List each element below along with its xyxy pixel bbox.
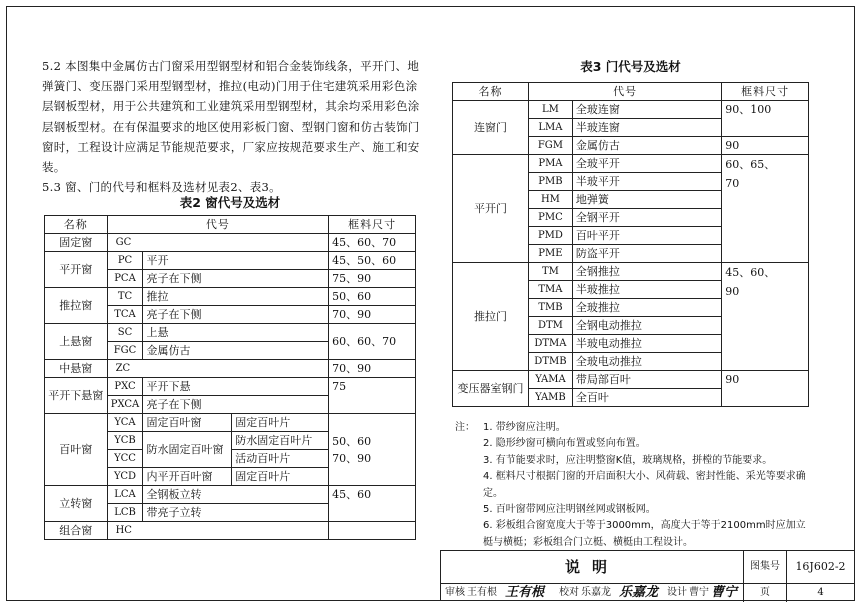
size-line: 50、60 xyxy=(332,434,372,448)
header-name: 名称 xyxy=(453,83,529,101)
designer-signature: 曹宁 xyxy=(711,585,738,600)
table3-caption: 表3 门代号及选材 xyxy=(580,59,681,74)
cell-desc: 地弹簧 xyxy=(572,191,721,209)
cell-size: 75、90 xyxy=(329,270,416,288)
table-row xyxy=(45,234,416,252)
cell-desc: 全玻电动推拉 xyxy=(572,353,721,371)
cell-sub: 固定百叶片 xyxy=(232,468,329,486)
cell-desc: 全玻平开 xyxy=(572,155,721,173)
cell-size xyxy=(722,155,809,263)
cell-code: PCA xyxy=(107,270,143,288)
cell-name: 平开下悬窗 xyxy=(45,378,108,414)
cell-desc: 全百叶 xyxy=(572,389,721,407)
cell-code: PMB xyxy=(528,173,572,191)
cell-code: TM xyxy=(528,263,572,281)
cell-desc: 全玻连窗 xyxy=(572,101,721,119)
title-block xyxy=(440,550,855,601)
cell-code: ZC xyxy=(107,360,329,378)
cell-code: GC xyxy=(107,234,329,252)
cell-desc: 半玻连窗 xyxy=(572,119,721,137)
cell-desc: 金属仿古 xyxy=(572,137,721,155)
cell-size: 45、60 xyxy=(329,486,416,522)
table-row xyxy=(45,324,416,342)
cell-code: PMD xyxy=(528,227,572,245)
atlas-number: 16J602-2 xyxy=(795,560,846,573)
cell-desc: 半玻电动推拉 xyxy=(572,335,721,353)
note-item: 6. 彩板组合窗宽度大于等于3000mm，高度大于等于2100mm时应加立梃与横梃；彩板组合门立梃、横梃由工程设计。 xyxy=(483,520,806,548)
cell-desc: 全玻推拉 xyxy=(572,299,721,317)
notes-label: 注： xyxy=(455,422,475,433)
table2-caption: 表2 窗代号及选材 xyxy=(179,195,281,210)
table-row xyxy=(45,414,416,432)
cell-code: TCA xyxy=(107,306,143,324)
cell-desc: 内平开百叶窗 xyxy=(143,468,232,486)
cell-code: YAMA xyxy=(528,371,572,389)
cell-desc: 防水固定百叶窗 xyxy=(143,432,232,468)
page-number: 4 xyxy=(817,587,824,598)
note-item: 4. 框料尺寸根据门窗的开启面积大小、风荷载、密封性能、采光等要求确定。 xyxy=(483,471,806,499)
window-code-table xyxy=(44,215,416,540)
cell-desc: 全钢电动推拉 xyxy=(572,317,721,335)
cell-code: YCA xyxy=(107,414,143,432)
atlas-label: 图集号 xyxy=(750,561,780,572)
cell-code: PME xyxy=(528,245,572,263)
note-item: 1. 带纱窗应注明。 xyxy=(483,422,566,433)
cell-code: TMB xyxy=(528,299,572,317)
cell-desc: 推拉 xyxy=(143,288,329,306)
header-size: 框料尺寸 xyxy=(722,83,809,101)
cell-name: 百叶窗 xyxy=(45,414,108,486)
cell-desc: 亮子在下侧 xyxy=(143,396,329,414)
review-label: 审核 xyxy=(445,587,465,598)
cell-code: PC xyxy=(107,252,143,270)
cell-code: LCA xyxy=(107,486,143,504)
cell-code: YCD xyxy=(107,468,143,486)
cell-code: PXC xyxy=(107,378,143,396)
cell-code: YCB xyxy=(107,432,143,450)
door-code-table xyxy=(452,82,809,407)
cell-name: 上悬窗 xyxy=(45,324,108,360)
cell-desc: 亮子在下侧 xyxy=(143,270,329,288)
cell-desc: 全钢板立转 xyxy=(143,486,329,504)
cell-desc: 带局部百叶 xyxy=(572,371,721,389)
cell-size: 45、50、60 xyxy=(329,252,416,270)
cell-size xyxy=(722,263,809,371)
cell-code: TMA xyxy=(528,281,572,299)
cell-code: DTMA xyxy=(528,335,572,353)
cell-desc: 亮子在下侧 xyxy=(143,306,329,324)
cell-desc: 防盗平开 xyxy=(572,245,721,263)
cell-code: LM xyxy=(528,101,572,119)
table-row xyxy=(453,263,809,281)
size-line: 90 xyxy=(725,285,740,298)
cell-desc: 平开下悬 xyxy=(143,378,329,396)
cell-code: LMA xyxy=(528,119,572,137)
table-row xyxy=(45,288,416,306)
design-label: 设计 xyxy=(667,587,687,598)
cell-size: 50、60 xyxy=(329,288,416,306)
reviewer-name: 王有根 xyxy=(467,587,497,598)
intro-text xyxy=(42,56,420,197)
table-row xyxy=(45,522,416,540)
cell-size: 90、100 xyxy=(722,101,809,137)
table-row xyxy=(453,101,809,119)
cell-desc: 平开 xyxy=(143,252,329,270)
cell-code: YAMB xyxy=(528,389,572,407)
size-line: 70、90 xyxy=(332,451,372,465)
cell-code: HC xyxy=(107,522,329,540)
cell-size: 75 xyxy=(329,378,416,414)
cell-code: HM xyxy=(528,191,572,209)
note-item: 3. 有节能要求时，应注明整窗K值，玻璃规格，拼樘的节能要求。 xyxy=(483,454,773,466)
cell-sub: 固定百叶片 xyxy=(232,414,329,432)
cell-name: 中悬窗 xyxy=(45,360,108,378)
cell-name: 变压器室钢门 xyxy=(453,371,529,407)
cell-name: 立转窗 xyxy=(45,486,108,522)
cell-name: 平开窗 xyxy=(45,252,108,288)
size-line: 45、60、 xyxy=(725,266,776,279)
cell-name: 平开门 xyxy=(453,155,529,263)
cell-desc: 金属仿古 xyxy=(143,342,329,360)
note-item: 2. 隐形纱窗可横向布置或竖向布置。 xyxy=(483,438,646,450)
check-label: 校对 xyxy=(559,587,579,598)
table-row xyxy=(453,371,809,389)
cell-name: 推拉窗 xyxy=(45,288,108,324)
checker-name: 乐嘉龙 xyxy=(581,587,611,598)
cell-desc: 上悬 xyxy=(143,324,329,342)
intro-paragraph-5-3: 5.3 窗、门的代号和框料及选材见表2、表3。 xyxy=(42,180,281,195)
cell-name: 组合窗 xyxy=(45,522,108,540)
header-name: 名称 xyxy=(45,216,108,234)
cell-code: DTM xyxy=(528,317,572,335)
designer-name: 曹宁 xyxy=(689,587,709,598)
table-row xyxy=(45,486,416,504)
table-row xyxy=(453,83,809,101)
sheet-title: 说明 xyxy=(564,558,619,576)
table-row xyxy=(45,216,416,234)
cell-code: DTMB xyxy=(528,353,572,371)
cell-size: 45、60、70 xyxy=(329,234,416,252)
signature-row xyxy=(441,583,855,602)
cell-size: 60、60、70 xyxy=(329,324,416,360)
checker-signature: 乐嘉龙 xyxy=(619,585,659,600)
cell-size: 70、90 xyxy=(329,360,416,378)
reviewer-signature: 王有根 xyxy=(505,585,545,600)
note-item: 5. 百叶窗带网应注明钢丝网或钢板网。 xyxy=(483,504,656,516)
cell-sub: 活动百叶片 xyxy=(232,450,329,468)
page-label: 页 xyxy=(760,587,770,598)
header-size: 框料尺寸 xyxy=(329,216,416,234)
cell-name: 固定窗 xyxy=(45,234,108,252)
cell-desc: 半玻推拉 xyxy=(572,281,721,299)
size-line: 70 xyxy=(725,177,740,190)
cell-code: PMA xyxy=(528,155,572,173)
cell-code: LCB xyxy=(107,504,143,522)
cell-code: SC xyxy=(107,324,143,342)
header-code: 代号 xyxy=(528,83,721,101)
cell-code: YCC xyxy=(107,450,143,468)
cell-code: FGC xyxy=(107,342,143,360)
cell-desc: 全钢平开 xyxy=(572,209,721,227)
cell-name: 连窗门 xyxy=(453,101,529,155)
cell-code: PXCA xyxy=(107,396,143,414)
cell-desc: 固定百叶窗 xyxy=(143,414,232,432)
cell-code: PMC xyxy=(528,209,572,227)
cell-size: 90 xyxy=(722,137,809,155)
table-row xyxy=(453,155,809,173)
cell-sub: 防水固定百叶片 xyxy=(232,432,329,450)
cell-desc: 百叶平开 xyxy=(572,227,721,245)
table-row xyxy=(45,378,416,396)
intro-paragraph-5-2: 5.2 本图集中金属仿古门窗采用型钢型材和铝合金装饰线条，平开门、地弹簧门、变压器门采用型钢型材，推拉(电动)门用于住宅建筑采用彩色涂层钢板型材，用于公共建筑和工业建筑采用型钢型材，其余均采用彩色涂层钢板型材。在有保温要求的地区使用彩板门窗、型钢门窗和仿古装饰门窗时，工程设计应满足节能规范要求，厂家应按规范要求生产、施工和安装。 xyxy=(42,59,420,175)
cell-desc: 半玻平开 xyxy=(572,173,721,191)
cell-code: FGM xyxy=(528,137,572,155)
cell-name: 推拉门 xyxy=(453,263,529,371)
notes xyxy=(455,420,815,551)
cell-desc: 带亮子立转 xyxy=(143,504,329,522)
cell-size xyxy=(329,522,416,540)
cell-size xyxy=(329,414,416,486)
cell-desc: 全钢推拉 xyxy=(572,263,721,281)
table-row xyxy=(45,360,416,378)
note-row xyxy=(455,420,815,436)
size-line: 60、65、 xyxy=(725,158,776,171)
cell-size: 90 xyxy=(722,371,809,407)
header-code: 代号 xyxy=(107,216,329,234)
table-row xyxy=(45,252,416,270)
cell-code: TC xyxy=(107,288,143,306)
cell-size: 70、90 xyxy=(329,306,416,324)
